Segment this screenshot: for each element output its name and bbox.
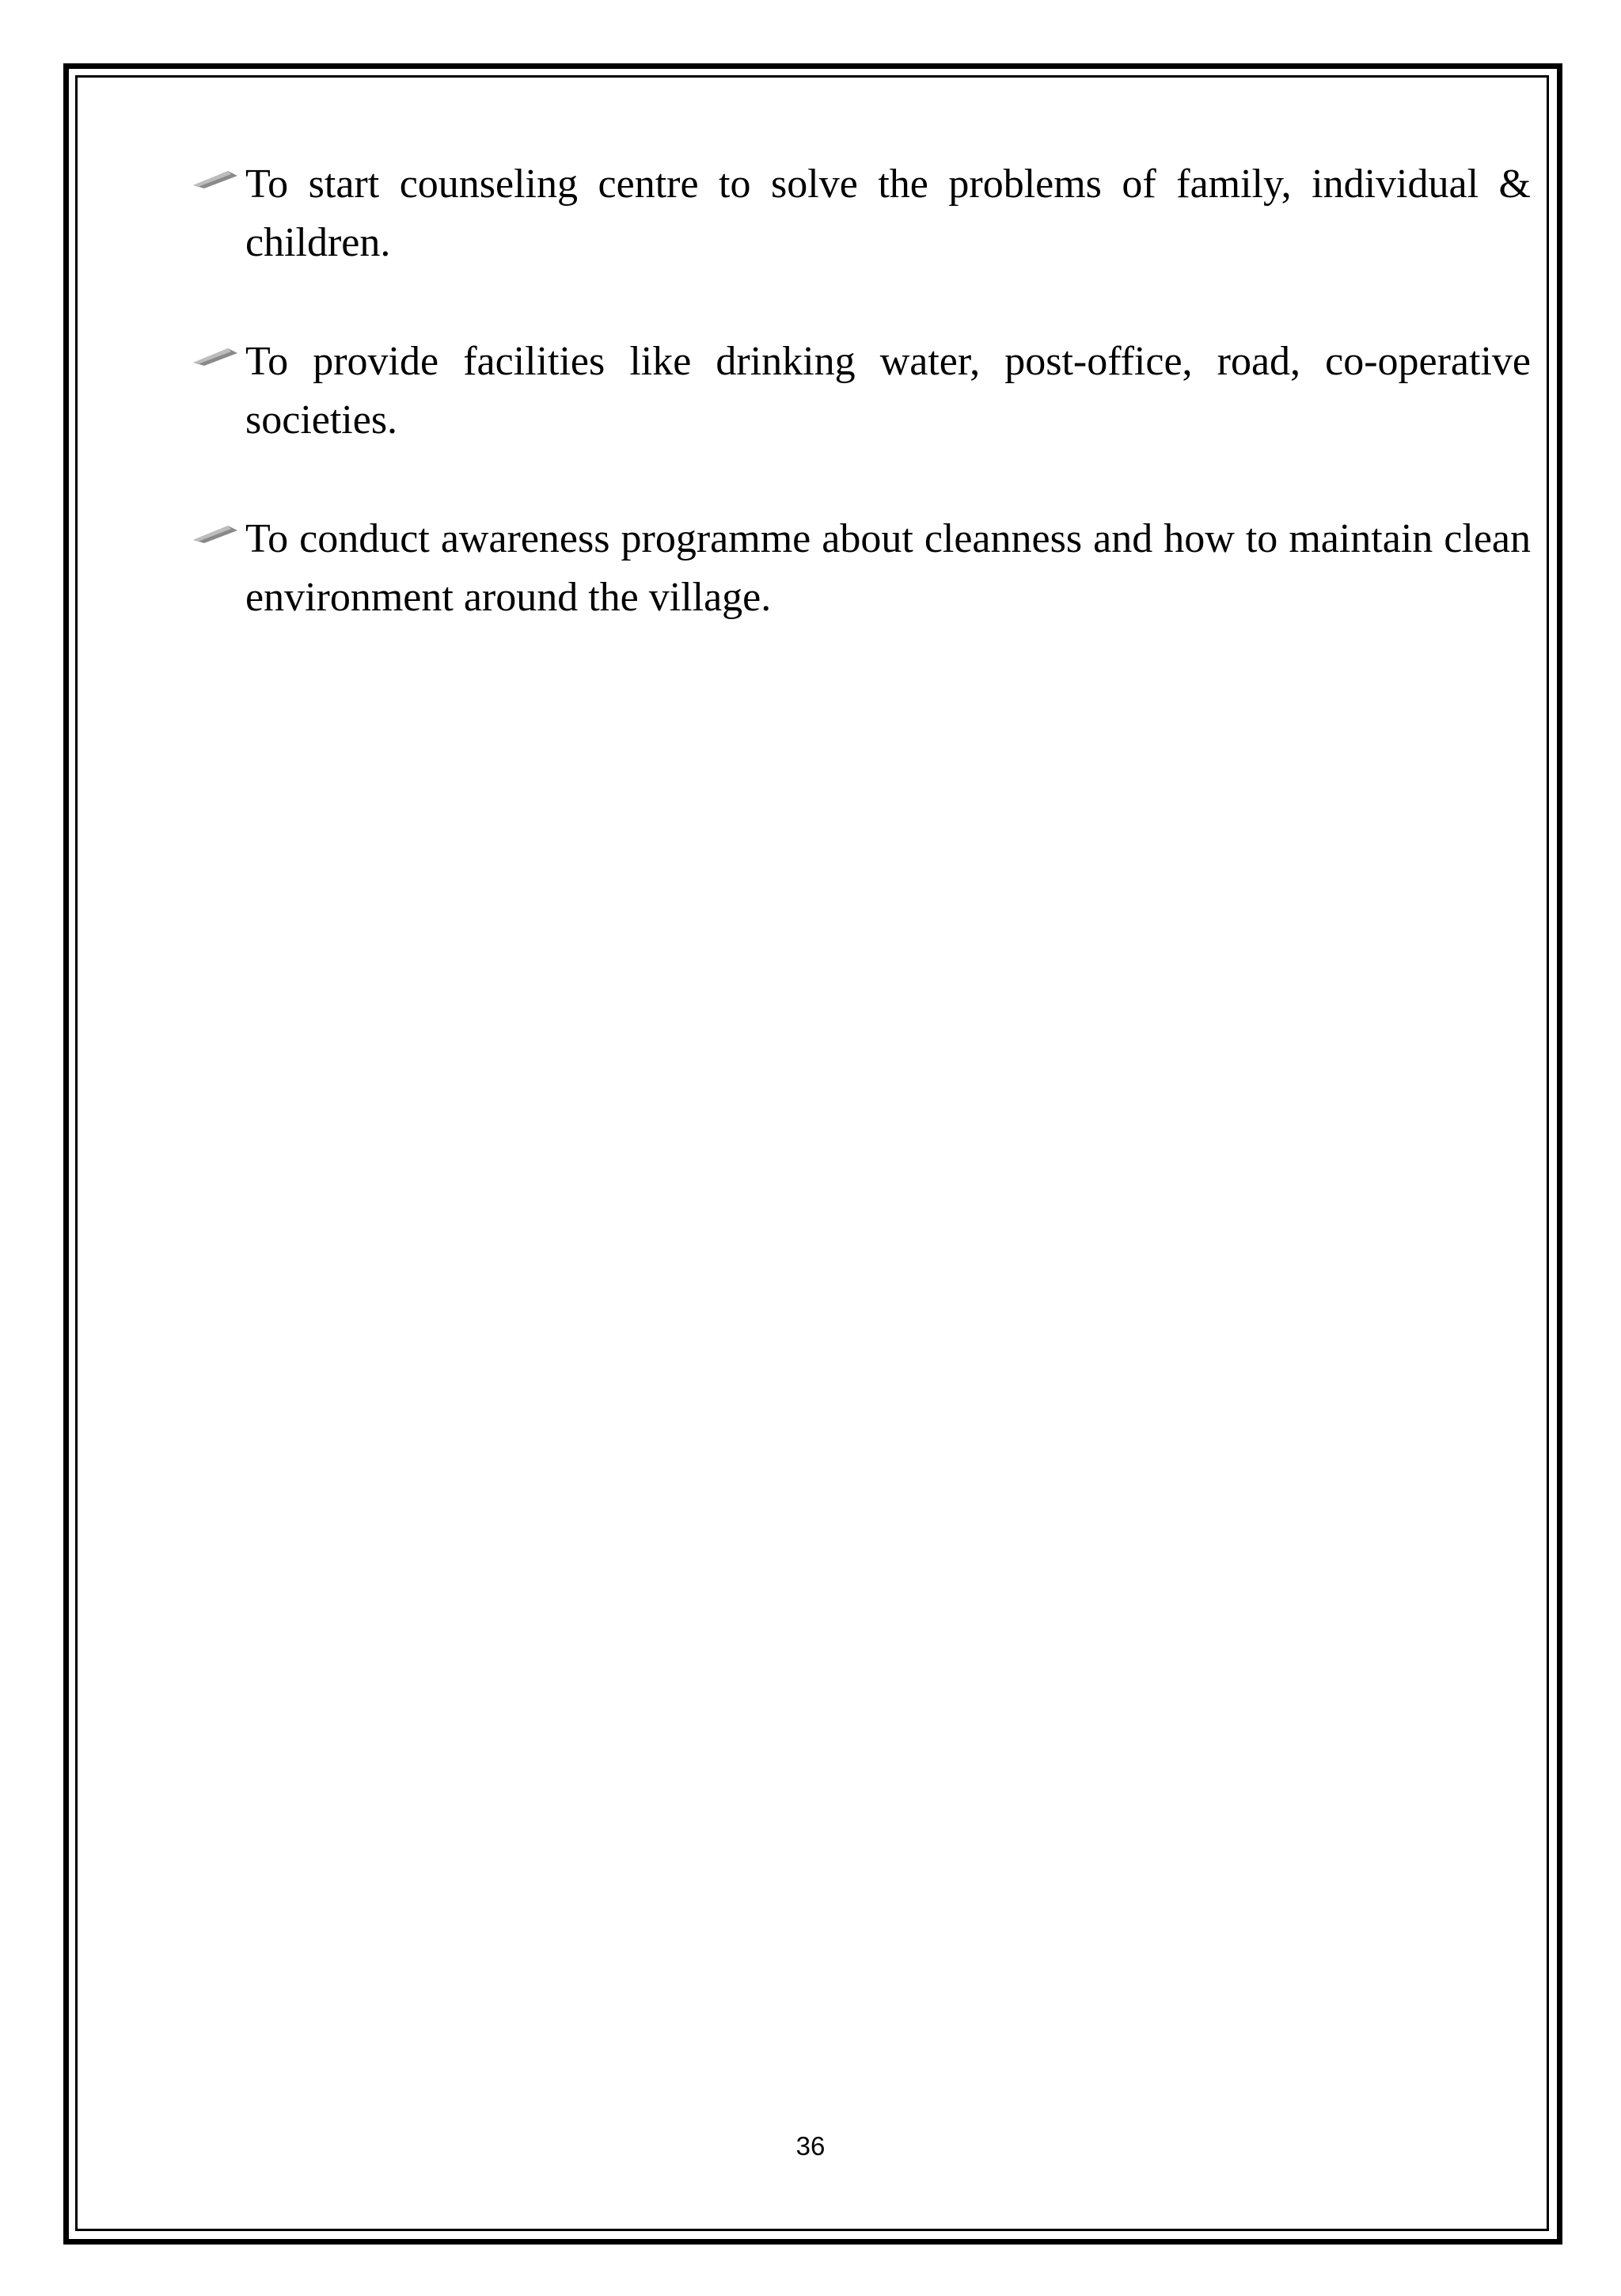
bullet-list [193,155,1531,687]
bullet-item-3 [193,510,1531,627]
bullet-text: To provide facilities like drinking water, post-office, road, co-operative societies. [245,339,1531,443]
arrow-bullet-icon [193,168,237,190]
page-number: 36 [795,2131,826,2161]
arrow-bullet-icon [193,345,237,367]
arrow-bullet-icon [193,523,237,545]
bullet-item-1 [193,155,1531,272]
bullet-item-2 [193,333,1531,450]
bullet-text: To start counseling centre to solve the problems of family, individual & children. [245,162,1531,265]
bullet-text: To conduct awareness programme about cleanness and how to maintain clean environment around the village. [245,516,1531,620]
